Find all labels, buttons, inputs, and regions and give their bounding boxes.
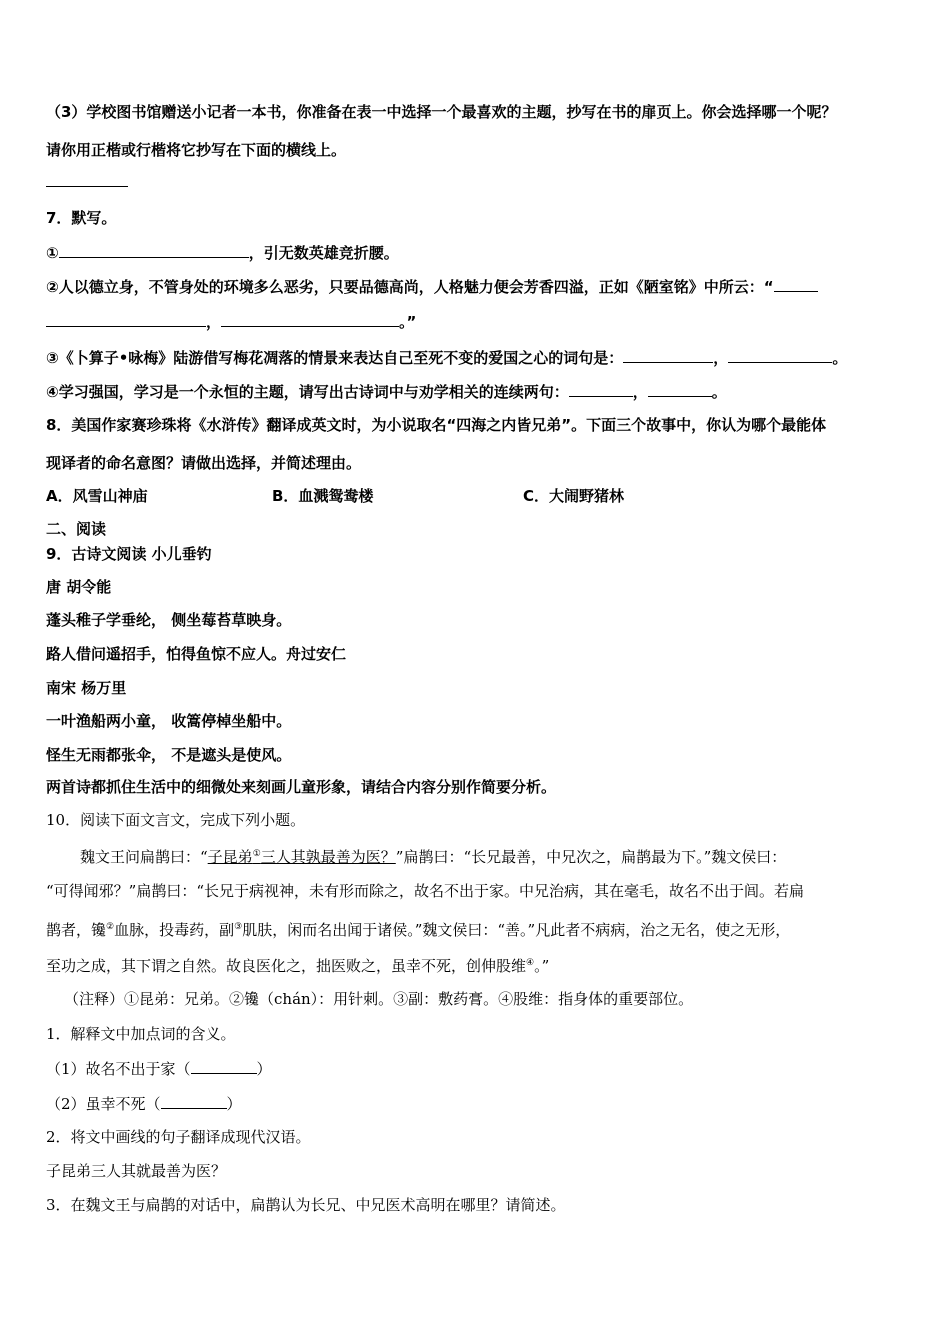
sub-question-text: ） (226, 1095, 242, 1113)
q7-item1-blank[interactable] (59, 241, 249, 258)
q6-3-line2: 请你用正楷或行楷将它抄写在下面的横线上。 (46, 141, 347, 159)
passage-text: 至功之成，其下谓之自然。故良医化之，拙医败之，虽幸不死，创伸股维 (46, 957, 527, 975)
q7-item3-sep: ， (713, 349, 729, 367)
q8-options (46, 485, 906, 507)
q9-author1: 唐 胡令能 (46, 578, 112, 596)
q7-item3-end: 。 (832, 349, 848, 367)
q7-item4-sep: ， (632, 383, 648, 401)
footnote-mark: ① (252, 849, 261, 859)
footnote-mark: ③ (234, 922, 243, 932)
q7-item4-end: 。 (711, 383, 727, 401)
q7-item4-blank-b[interactable] (648, 380, 712, 397)
q9-poem1-line1: 蓬头稚子学垂纶， 侧坐莓苔草映身。 (46, 611, 292, 629)
q9-poem2-line1: 一叶渔船两小童， 收篙停棹坐船中。 (46, 712, 292, 730)
q8-option-c[interactable]: C．大闹野猪林 (523, 487, 625, 505)
q10-title: 10．阅读下面文言文，完成下列小题。 (46, 811, 306, 829)
q7-item2-blank-a[interactable] (774, 275, 818, 292)
q7-item2-end: 。” (399, 313, 417, 331)
footnote-mark: ④ (526, 958, 535, 968)
passage-text: 。” (534, 957, 550, 975)
q10-sub2-sentence: 子昆弟三人其就最善为医？ (46, 1162, 227, 1180)
q8-line1: 8．美国作家赛珍珠将《水浒传》翻译成英文时，为小说取名“四海之内皆兄弟”。下面三个故事中，你认为哪个最能体 (46, 416, 827, 434)
passage-text: 肌肤，闲而名出闻于诸侯。”魏文侯曰：“善。”凡此者不病病，治之无名，使之无形， (242, 921, 791, 939)
q10-sub1-a (46, 1057, 272, 1080)
passage-text: 血脉，投毒药，副 (114, 921, 235, 939)
q10-note: （注释）①昆弟：兄弟。②镵（chán）：用针刺。③副：敷药膏。④股维：指身体的重要部位。 (64, 990, 694, 1008)
q7-item3-blank-a[interactable] (623, 346, 713, 363)
q8-option-b[interactable]: B．血溅鸳鸯楼 (272, 487, 374, 505)
sub-question-text: （1）故名不出于家（ (46, 1060, 191, 1078)
q9-poem1-line2: 路人借问遥招手，怕得鱼惊不应人。舟过安仁 (46, 645, 347, 663)
q7-item4 (46, 380, 727, 403)
q7-item1-suffix: ，引无数英雄竞折腰。 (248, 244, 399, 262)
underlined-sentence (208, 848, 396, 866)
q7-item2-text: ②人以德立身，不管身处的环境多么恶劣，只要品德高尚，人格魅力便会芳香四溢，正如《陋室铭》中所云：“ (46, 278, 774, 296)
answer-blank[interactable] (46, 170, 128, 193)
q8-option-a[interactable]: A．风雪山神庙 (46, 487, 148, 505)
q7-item2-blank-b[interactable] (46, 310, 206, 327)
passage-text: 鹊者，镵 (46, 921, 107, 939)
q10-passage-line3 (46, 916, 790, 941)
q9-question: 两首诗都抓住生活中的细微处来刻画儿童形象，请结合内容分别作简要分析。 (46, 778, 557, 796)
q9-poem2-line2: 怪生无雨都张伞， 不是遮头是使风。 (46, 746, 292, 764)
q7-item3-blank-b[interactable] (728, 346, 832, 363)
passage-text: 魏文王问扁鹊曰：“ (80, 848, 208, 866)
q9-author2: 南宋 杨万里 (46, 679, 127, 697)
answer-blank[interactable] (161, 1092, 227, 1109)
q8-line2: 现译者的命名意图？请做出选择，并简述理由。 (46, 454, 362, 472)
section-title: 二、阅读 (46, 520, 107, 538)
q7-item2-line2 (46, 310, 416, 333)
q7-item1 (46, 241, 399, 264)
q10-sub1-b (46, 1092, 242, 1115)
q10-sub2-title: 2．将文中画线的句子翻译成现代汉语。 (46, 1128, 311, 1146)
q10-passage-line2: “可得闻邪？”扁鹊曰：“长兄于病视神，未有形而除之，故名不出于家。中兄治病，其在毫毛，故名不出于闾。若扁 (46, 882, 805, 900)
q7-item2-sep: ， (206, 313, 222, 331)
passage-text: ”扁鹊曰：“长兄最善，中兄次之，扁鹊最为下。”魏文侯曰： (395, 848, 787, 866)
q10-sub1-title: 1．解释文中加点词的含义。 (46, 1025, 236, 1043)
q7-item4-blank-a[interactable] (569, 380, 633, 397)
footnote-mark: ② (106, 922, 115, 932)
q9-title: 9．古诗文阅读 小儿垂钓 (46, 545, 212, 563)
q10-passage-line1 (80, 843, 786, 868)
q10-sub3-title: 3．在魏文王与扁鹊的对话中，扁鹊认为长兄、中兄医术高明在哪里？请简述。 (46, 1196, 566, 1214)
q7-item3-prefix: ③《卜算子•咏梅》陆游借写梅花凋落的情景来表达自己至死不变的爱国之心的词句是： (46, 349, 624, 367)
q7-item2-line1 (46, 275, 818, 298)
q6-3-line1: （3）学校图书馆赠送小记者一本书，你准备在表一中选择一个最喜欢的主题，抄写在书的扉页上。你会选择哪一个呢？ (46, 103, 837, 121)
q7-item1-prefix: ① (46, 244, 59, 262)
q7-item4-prefix: ④学习强国，学习是一个永恒的主题，请写出古诗词中与劝学相关的连续两句： (46, 383, 569, 401)
q10-passage-line4 (46, 952, 549, 977)
underlined-text: 子昆弟 (207, 848, 253, 866)
sub-question-text: ） (256, 1060, 272, 1078)
answer-blank[interactable] (191, 1057, 257, 1074)
q7-item3 (46, 346, 847, 369)
q7-item2-blank-c[interactable] (221, 310, 399, 327)
sub-question-text: （2）虽幸不死（ (46, 1095, 161, 1113)
underlined-text: 三人其孰最善为医？ (260, 848, 396, 866)
q7-title: 7．默写。 (46, 209, 117, 227)
